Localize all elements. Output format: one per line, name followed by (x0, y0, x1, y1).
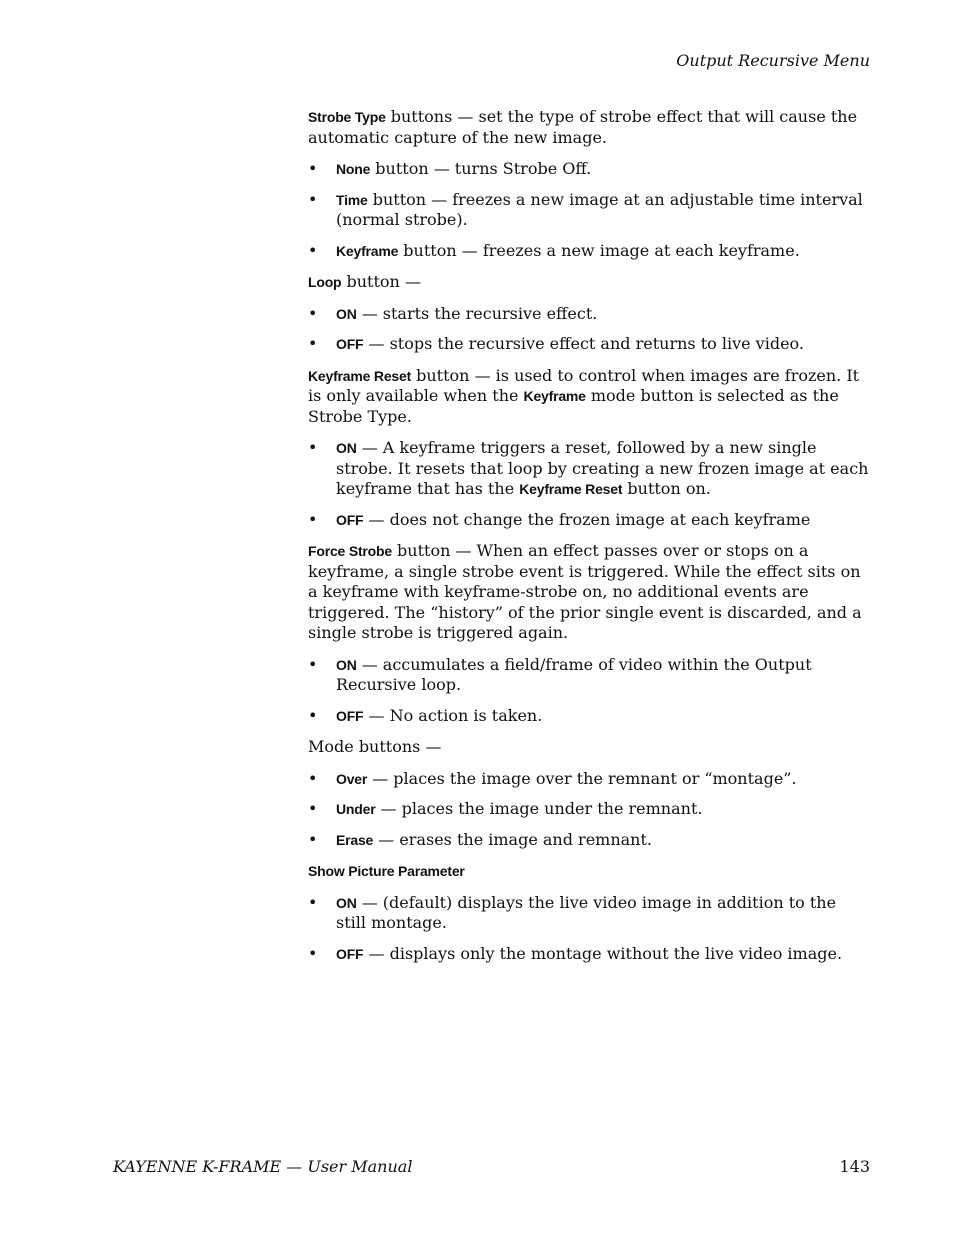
manual-title: KAYENNE K-FRAME — User Manual (113, 1157, 413, 1176)
list-item (308, 159, 870, 180)
force-strobe-paragraph (308, 541, 870, 644)
item-text: button — freezes a new image at each keyframe. (398, 240, 800, 260)
item-keyword: Erase (336, 831, 374, 848)
list-item (308, 893, 870, 934)
item-keyword: OFF (336, 336, 364, 352)
keyframe-reset-text: button — is used to control when images are frozen. It is only available when the (308, 365, 860, 405)
keyframe-reset-keyword: Keyframe Reset (308, 367, 412, 384)
loop-paragraph (308, 272, 870, 293)
strobe-type-keyword: Strobe Type (308, 109, 386, 125)
item-keyword-inline: Keyframe Reset (519, 481, 623, 497)
bullet: • (308, 159, 318, 178)
list-item (308, 241, 870, 262)
bullet: • (308, 438, 318, 457)
strobe-type-paragraph (308, 107, 870, 148)
list-item (308, 510, 870, 531)
item-text: — places the image under the remnant. (375, 799, 703, 818)
list-item (308, 944, 870, 965)
list-item (308, 190, 870, 231)
page-footer (113, 1157, 870, 1176)
list-item (308, 304, 870, 325)
bullet: • (308, 189, 318, 209)
item-text: button — turns Strobe Off. (370, 159, 592, 178)
show-picture-list (308, 893, 870, 965)
strobe-type-text: buttons — set the type of strobe effect that will cause the automatic capture of the new image. (308, 107, 858, 147)
item-text: button — freezes a new image at an adjustable time interval (normal strobe). (336, 189, 863, 229)
list-item (308, 655, 870, 696)
list-item (308, 334, 870, 355)
force-strobe-list (308, 655, 870, 727)
page-body (308, 107, 870, 975)
bullet: • (308, 892, 318, 912)
item-text: — A keyframe triggers a reset, followed by a new single strobe. It resets that loop by creating a new frozen image at each keyframe that has the (336, 438, 869, 498)
show-picture-heading (308, 861, 870, 882)
item-keyword: OFF (336, 945, 364, 962)
list-item (308, 769, 870, 790)
bullet: • (308, 240, 318, 260)
item-keyword: Over (336, 770, 368, 787)
item-keyword: OFF (336, 511, 364, 528)
item-keyword: Under (336, 801, 376, 817)
item-text: — accumulates a field/frame of video within the Output Recursive loop. (336, 654, 812, 694)
item-keyword: Time (336, 191, 368, 208)
loop-list (308, 304, 870, 355)
item-keyword: ON (336, 894, 357, 911)
keyframe-reset-text-2: mode button is selected as the Strobe Type. (308, 386, 839, 426)
mode-paragraph: Mode buttons — (308, 737, 442, 756)
show-picture-keyword: Show Picture Parameter (308, 863, 465, 879)
item-text: — stops the recursive effect and returns to live video. (363, 334, 804, 353)
keyframe-reset-paragraph (308, 366, 870, 428)
item-text: — displays only the montage without the live video image. (363, 943, 843, 963)
page-number: 143 (839, 1157, 870, 1176)
bullet: • (308, 829, 318, 849)
bullet: • (308, 799, 318, 818)
bullet: • (308, 705, 318, 725)
item-keyword: ON (336, 656, 357, 673)
item-text: — does not change the frozen image at each keyframe (363, 509, 811, 529)
bullet: • (308, 654, 318, 674)
bullet: • (308, 509, 318, 529)
loop-keyword: Loop (308, 274, 342, 290)
item-text: — (default) displays the live video image in addition to the still montage. (336, 892, 837, 932)
force-strobe-keyword: Force Strobe (308, 543, 392, 559)
strobe-type-list (308, 159, 870, 261)
bullet: • (308, 303, 318, 323)
item-text-2: button on. (622, 479, 711, 498)
running-header: Output Recursive Menu (676, 51, 870, 70)
keyframe-keyword: Keyframe (523, 388, 586, 404)
item-text: — erases the image and remnant. (373, 829, 652, 849)
item-keyword: ON (336, 440, 357, 456)
bullet: • (308, 334, 318, 353)
list-item (308, 438, 870, 500)
keyframe-reset-list (308, 438, 870, 530)
loop-text: button — (341, 272, 421, 291)
mode-list (308, 769, 870, 851)
list-item (308, 706, 870, 727)
item-keyword: OFF (336, 707, 364, 724)
bullet: • (308, 943, 318, 963)
force-strobe-text: button — When an effect passes over or stops on a keyframe, a single strobe event is triggered. While the effect sits on a keyframe with keyframe-strobe on, no additional events are triggered. The “history” of the prior single event is discarded, and a single strobe is triggered again. (308, 541, 862, 642)
bullet: • (308, 768, 318, 788)
item-text: — places the image over the remnant or “montage”. (367, 768, 797, 788)
item-keyword: None (336, 161, 371, 177)
item-keyword: ON (336, 305, 357, 322)
list-item (308, 830, 870, 851)
list-item (308, 799, 870, 820)
item-keyword: Keyframe (336, 242, 399, 259)
item-text: — starts the recursive effect. (356, 303, 598, 323)
item-text: — No action is taken. (363, 705, 543, 725)
